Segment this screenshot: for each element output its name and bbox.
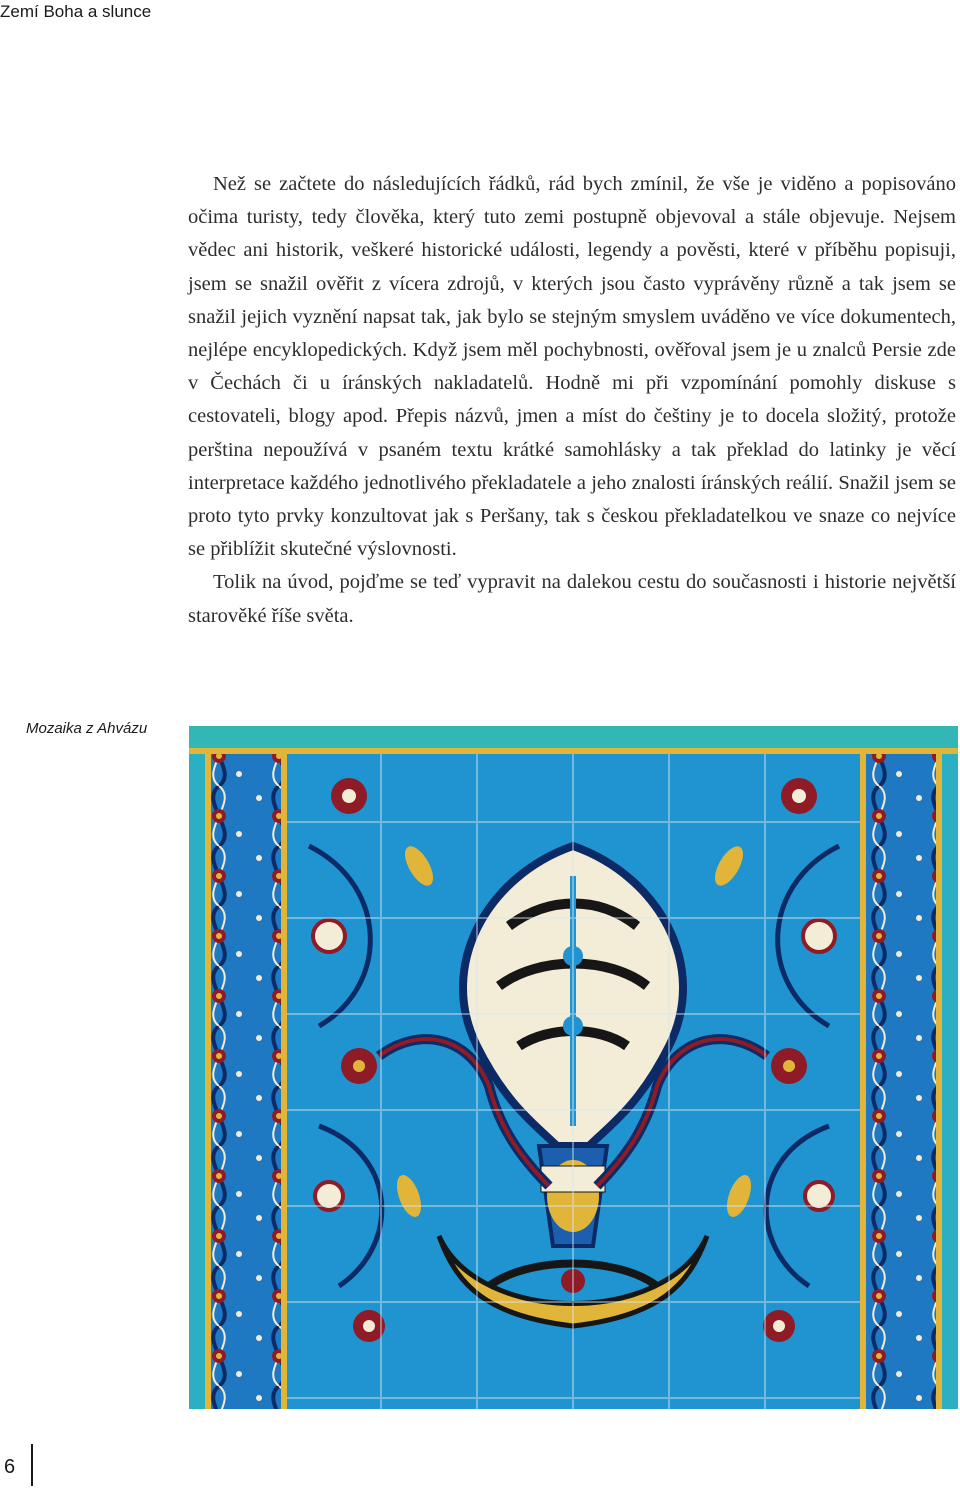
page-number-divider [31,1444,33,1486]
figure-caption: Mozaika z Ahvázu [26,720,148,737]
running-title: Zemí Boha a slunce [0,2,152,21]
mosaic-photo [189,726,958,1409]
closing-paragraph: Tolik na úvod, pojďme se teď vypravit na dalekou cestu do současnosti i historie největší starověké říše světa. [188,571,956,627]
mosaic-illustration [189,726,958,1409]
body-text [188,168,956,633]
intro-paragraph: Než se začtete do následujících řádků, rád bych zmínil, že vše je viděno a popisováno očima turisty, tedy člověka, který tuto zemi postupně objevoval a stále objevuje. Nejsem vědec ani historik, veškeré historické události, legendy a pověsti, které v příběhu popisuji, jsem se snažil ověřit z vícera zdrojů, v kterých jsou často vyprávěny různě a tak jsem se snažil jejich vyznění napsat tak, jak bylo se stejným smyslem uváděno ve více dokumentech, nejlépe encyklopedických. Když jsem měl pochybnosti, ověřoval jsem je u znalců Persie zde v Čechách či u íránských nakladatelů. Hodně mi při vzpomínání pomohly diskuse s cestovateli, blogy apod. Přepis názvů, jmen a míst do češtiny je to docela složitý, protože perština nepoužívá v psaném textu krátké samohlásky a tak překlad do latinky je věcí interpretace každého jednotlivého překladatele a jeho znalosti íránských reálií. Snažil jsem se proto tyto prvky konzultovat jak s Peršany, tak s českou překladatelkou ve snaze co nejvíce se přiblížit skutečné výslovnosti. [188,173,956,561]
page-number: 6 [4,1456,16,1478]
